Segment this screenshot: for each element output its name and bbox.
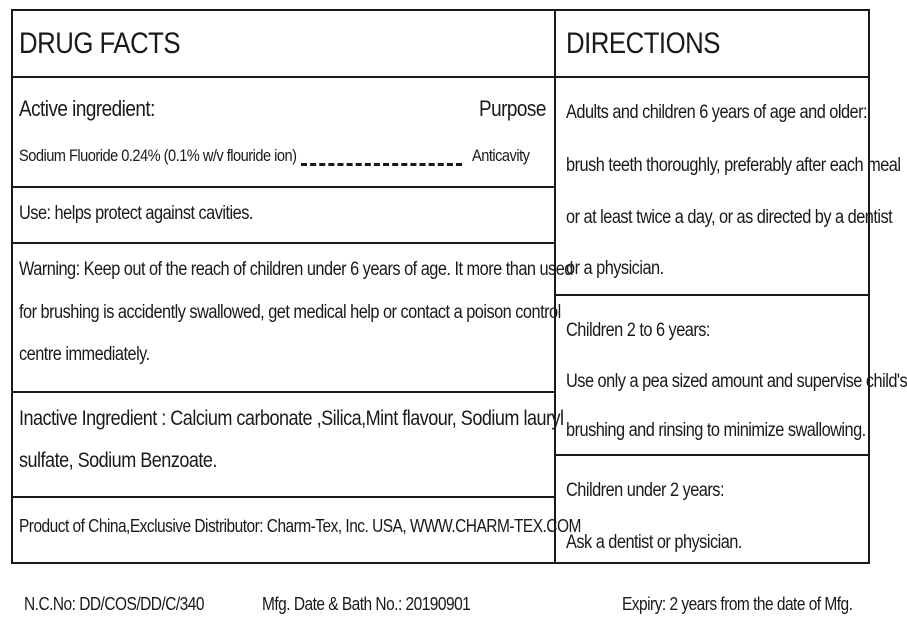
warning-line: centre immediately. — [19, 344, 150, 365]
drug-facts-label — [11, 9, 907, 564]
active-ingredient-text: Sodium Fluoride 0.24% (0.1% w/v flouride ion) — [19, 146, 297, 165]
product-text: Product of China,Exclusive Distributor: Charm-Tex, Inc. USA, WWW.CHARM-TEX.COM — [19, 516, 581, 536]
active-ingredient-cell — [13, 78, 556, 188]
children-2-6-line: Use only a pea sized amount and supervise child's — [566, 371, 907, 392]
dotted-leader — [301, 163, 462, 166]
active-ingredient-heading: Active ingredient: — [19, 96, 155, 121]
children-2-6-line: Children 2 to 6 years: — [566, 320, 710, 341]
adults-line: or a physician. — [566, 258, 664, 279]
adults-line: or at least twice a day, or as directed by a dentist — [566, 207, 893, 228]
use-text: Use: helps protect against cavities. — [19, 203, 253, 224]
directions-header-cell — [556, 11, 868, 78]
adults-line: brush teeth thoroughly, preferably after each meal — [566, 155, 901, 176]
children-2-6-line: brushing and rinsing to minimize swallowing. — [566, 420, 866, 441]
warning-line: for brushing is accidently swallowed, get medical help or contact a poison control — [19, 302, 561, 323]
inactive-ingredient-cell — [13, 393, 564, 498]
adults-directions-cell — [556, 78, 901, 296]
children-2-6-cell — [556, 296, 907, 456]
adults-line: Adults and children 6 years of age and older: — [566, 102, 868, 123]
inactive-line: sulfate, Sodium Benzoate. — [19, 449, 217, 472]
directions-title: DIRECTIONS — [566, 27, 720, 60]
expiry: Expiry: 2 years from the date of Mfg. — [622, 594, 853, 614]
children-under-2-cell — [556, 456, 868, 562]
purpose-text: Anticavity — [472, 146, 530, 165]
warning-cell — [13, 244, 573, 393]
mfg-date-batch: Mfg. Date & Bath No.: 20190901 — [262, 594, 471, 614]
warning-line: Warning: Keep out of the reach of children under 6 years of age. It more than used — [19, 259, 573, 280]
children-under-2-line: Ask a dentist or physician. — [566, 532, 742, 553]
drug-facts-header-cell — [13, 11, 556, 78]
nc-number: N.C.No: DD/COS/DD/C/340 — [24, 594, 204, 614]
product-cell — [13, 498, 581, 562]
inactive-line: Inactive Ingredient : Calcium carbonate ,Silica,Mint flavour, Sodium lauryl — [19, 407, 564, 430]
children-under-2-line: Children under 2 years: — [566, 480, 724, 501]
drug-facts-title: DRUG FACTS — [19, 27, 181, 60]
use-cell — [13, 188, 556, 244]
purpose-heading: Purpose — [479, 96, 546, 121]
